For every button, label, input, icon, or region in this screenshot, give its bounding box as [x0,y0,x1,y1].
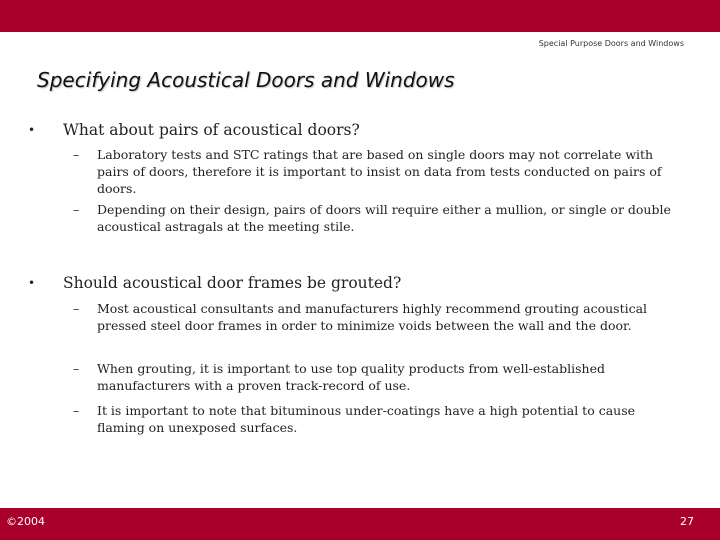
subpoint-quality-products [73,360,683,394]
subpoint-bituminous-coatings [73,402,683,436]
bullet-text: Should acoustical door frames be grouted? [63,274,402,292]
dash-icon: – [73,361,80,376]
dash-icon: – [73,147,80,162]
slide-title: Specifying Acoustical Doors and Windows [37,68,455,92]
top-banner [0,0,720,32]
subpoint-text: Laboratory tests and STC ratings that are based on single doors may not correlate with pairs of doors, therefore it is important to insist on data from tests conducted on pairs of doors. [97,147,662,196]
copyright-label: ©2004 [6,515,45,528]
subpoint-mullion-astragals [73,201,683,235]
subpoint-text: Depending on their design, pairs of doors will require either a mullion, or single or double acoustical astragals at the meeting stile. [97,202,671,234]
bottom-banner [0,508,720,540]
subpoint-stc-ratings [73,146,683,197]
bullet-dot-icon: • [28,276,36,290]
section-header-label: Special Purpose Doors and Windows [538,39,684,48]
dash-icon: – [73,301,80,316]
subpoint-text: Most acoustical consultants and manufacturers highly recommend grouting acoustical pressed steel door frames in order to minimize voids between the wall and the door. [97,301,648,333]
bullet-text: What about pairs of acoustical doors? [63,121,360,139]
dash-icon: – [73,202,80,217]
subpoint-text: When grouting, it is important to use top quality products from well-established manufacturers with a proven track-record of use. [97,361,605,393]
dash-icon: – [73,403,80,418]
bullet-dot-icon: • [28,123,36,137]
subpoint-recommend-grouting [73,300,683,334]
subpoint-text: It is important to note that bituminous under-coatings have a high potential to cause flaming on unexposed surfaces. [97,403,636,435]
page-number: 27 [680,515,694,528]
